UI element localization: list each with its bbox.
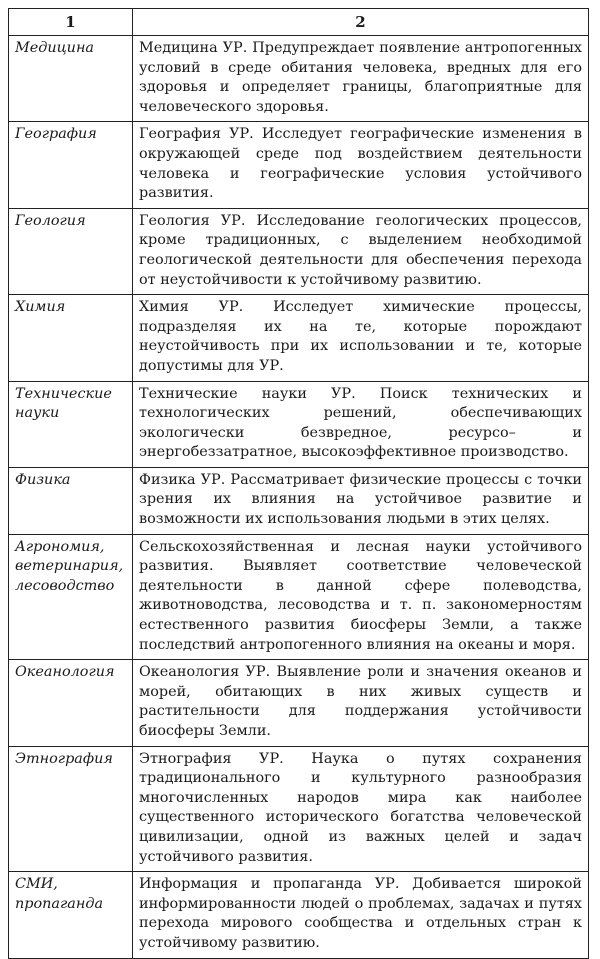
table-row [9, 534, 589, 660]
field-description: Этнография УР. Наука о путях сохранения традиционального и культурного разнообразия многочисленных народов мира как наиболее существенного исторического богатства человеческой цивилизации, одной из важных целей и задач устойчивого развития. [133, 746, 589, 872]
table-header-row [9, 9, 589, 36]
field-name: Технические науки [9, 381, 133, 467]
field-name: Океанология [9, 660, 133, 746]
field-name: Физика [9, 467, 133, 534]
science-table [8, 8, 589, 959]
table-row [9, 746, 589, 872]
column-header-2: 2 [133, 9, 589, 36]
field-name: СМИ, пропаганда [9, 872, 133, 958]
column-header-1: 1 [9, 9, 133, 36]
table-row [9, 122, 589, 208]
table-row [9, 381, 589, 467]
table-row [9, 36, 589, 122]
field-description: Физика УР. Рассматривает физические процессы с точки зрения их влияния на устойчивое развитие и возможности их использования людьми в этих целях. [133, 467, 589, 534]
table-row [9, 295, 589, 381]
field-name: География [9, 122, 133, 208]
table-row [9, 660, 589, 746]
field-description: Медицина УР. Предупреждает появление антропогенных условий в среде обитания человека, вредных для его здоровья и определяет границы, благоприятные для человеческого здоровья. [133, 36, 589, 122]
field-description: География УР. Исследует географические изменения в окружающей среде под воздействием деятельности человека и географические условия устойчивого развития. [133, 122, 589, 208]
field-description: Океанология УР. Выявление роли и значения океанов и морей, обитающих в них живых существ и растительности для поддержания устойчивости биосферы Земли. [133, 660, 589, 746]
field-description: Информация и пропаганда УР. Добивается широкой информированности людей о проблемах, задачах и путях перехода мирового сообщества и отдельных стран к устойчивому развитию. [133, 872, 589, 958]
table-row [9, 872, 589, 958]
field-name: Геология [9, 208, 133, 294]
field-name: Химия [9, 295, 133, 381]
field-description: Химия УР. Исследует химические процессы, подразделяя их на те, которые порождают неустойчивость при их использовании и те, которые допустимы для УР. [133, 295, 589, 381]
field-name: Этнография [9, 746, 133, 872]
field-description: Геология УР. Исследование геологических процессов, кроме традиционных, с выделением необходимой геологической деятельности для обеспечения перехода от неустойчивости к устойчивому развитию. [133, 208, 589, 294]
field-description: Технические науки УР. Поиск технических и технологических решений, обеспечивающих экологически безвредное, ресурсо– и энергобеззатратное, высокоэффективное производство. [133, 381, 589, 467]
table-row [9, 208, 589, 294]
field-description: Сельскохозяйственная и лесная науки устойчивого развития. Выявляет соответствие человеческой деятельности в данной сфере полеводства, животноводства, лесоводства и т. п. закономерностям естественного развития биосферы Земли, а также последствий антропогенного влияния на океаны и моря. [133, 534, 589, 660]
field-name: Медицина [9, 36, 133, 122]
field-name: Агрономия, ветеринария, лесоводство [9, 534, 133, 660]
table-row [9, 467, 589, 534]
